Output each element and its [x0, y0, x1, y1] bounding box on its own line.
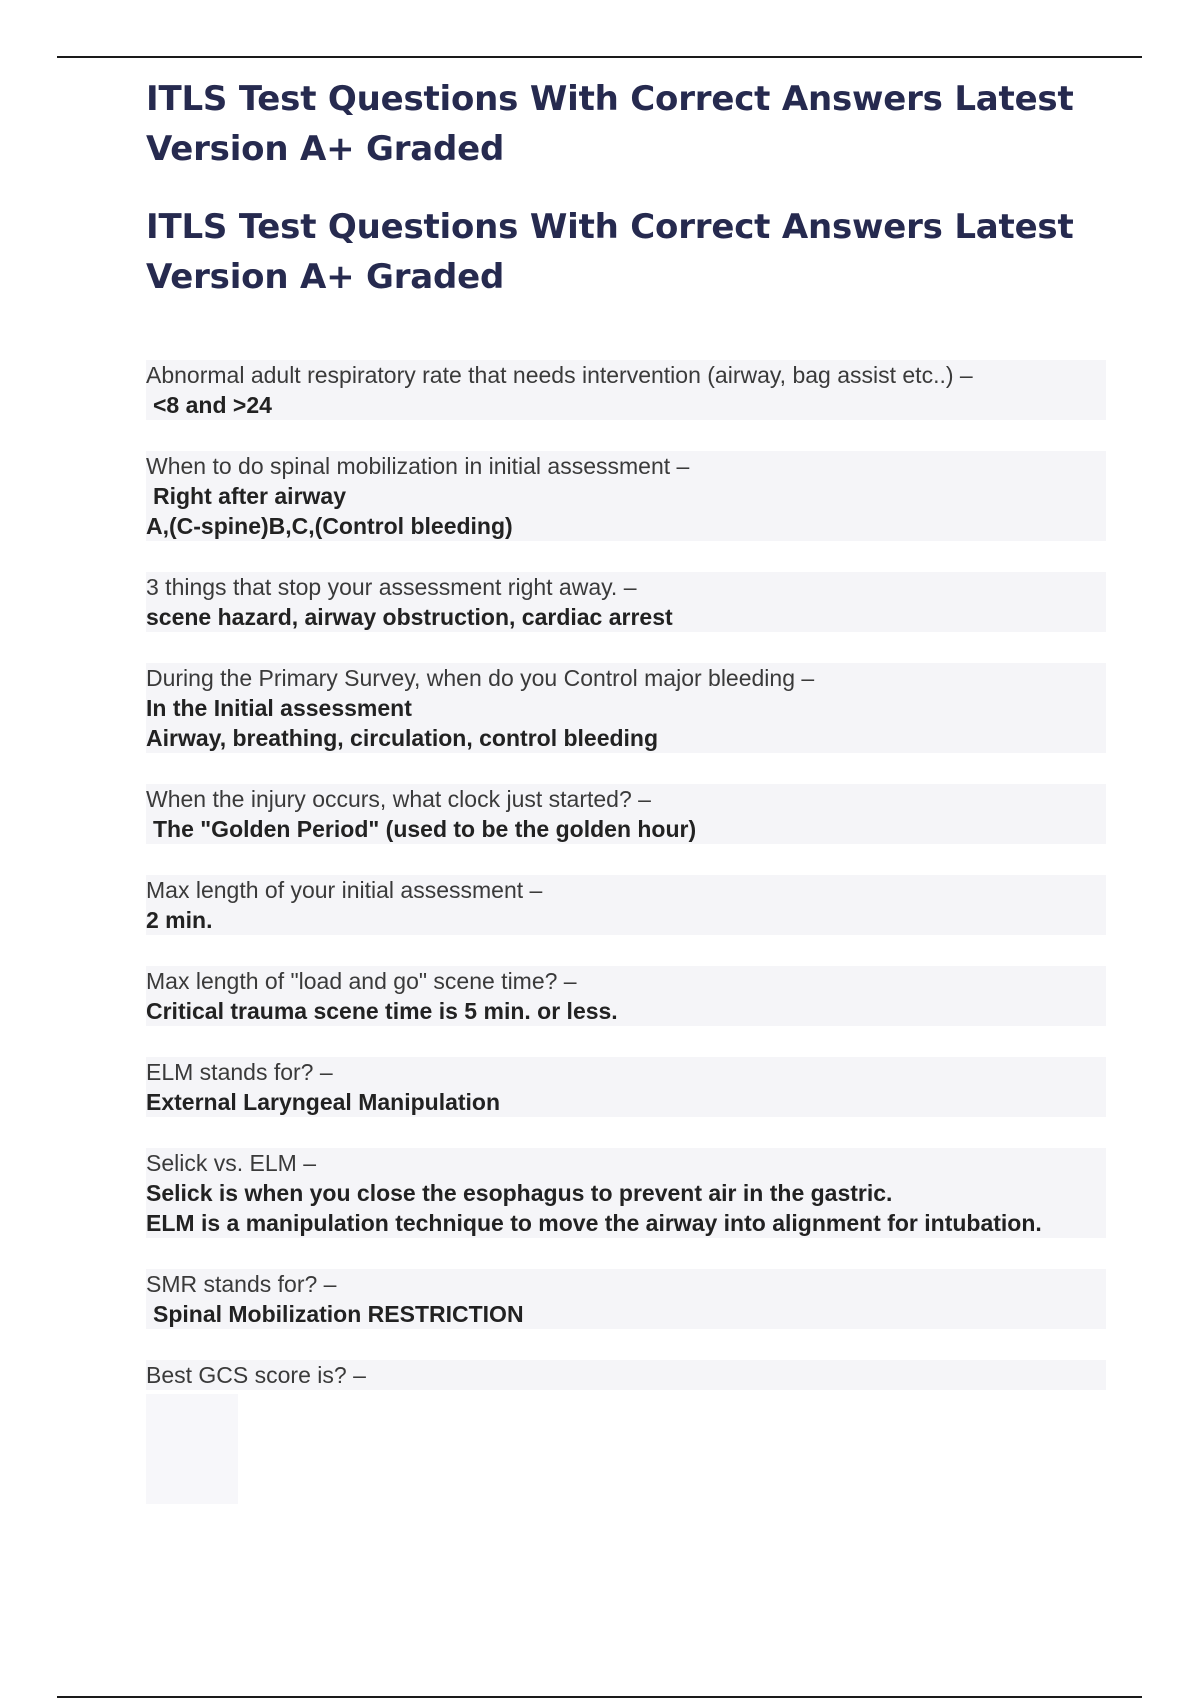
answer-text: Selick is when you close the esophagus to prevent air in the gastric.: [146, 1178, 1106, 1208]
bottom-rule: [57, 1696, 1142, 1698]
answer-text: The "Golden Period" (used to be the golden hour): [146, 814, 1106, 844]
answer-text: Spinal Mobilization RESTRICTION: [146, 1299, 1106, 1329]
question-text: Max length of your initial assessment –: [146, 875, 1106, 905]
answer-text: ELM is a manipulation technique to move the airway into alignment for intubation.: [146, 1208, 1106, 1238]
question-text: When to do spinal mobilization in initial assessment –: [146, 451, 1106, 481]
question-text: Selick vs. ELM –: [146, 1148, 1106, 1178]
document-body: [146, 74, 1106, 1535]
question-text: During the Primary Survey, when do you Control major bleeding –: [146, 663, 1106, 693]
qa-item: [146, 360, 1106, 420]
qa-item: [146, 784, 1106, 844]
answer-text: scene hazard, airway obstruction, cardiac arrest: [146, 602, 1106, 632]
question-text: When the injury occurs, what clock just started? –: [146, 784, 1106, 814]
qa-item: [146, 875, 1106, 935]
qa-item: [146, 663, 1106, 753]
document-title-repeat: ITLS Test Questions With Correct Answers Latest Version A+ Graded: [146, 207, 1074, 297]
qa-item: [146, 451, 1106, 541]
answer-text: Airway, breathing, circulation, control bleeding: [146, 723, 1106, 753]
question-text: ELM stands for? –: [146, 1057, 1106, 1087]
qa-item: [146, 572, 1106, 632]
blurred-answer-placeholder: [146, 1394, 238, 1504]
question-text: Best GCS score is? –: [146, 1360, 1106, 1390]
qa-item: [146, 1148, 1106, 1238]
answer-text: External Laryngeal Manipulation: [146, 1087, 1106, 1117]
answer-text: 2 min.: [146, 905, 1106, 935]
answer-text: Right after airway: [146, 481, 1106, 511]
qa-item: [146, 1269, 1106, 1329]
top-rule: [57, 56, 1142, 58]
answer-text: In the Initial assessment: [146, 693, 1106, 723]
qa-item: [146, 966, 1106, 1026]
question-text: 3 things that stop your assessment right away. –: [146, 572, 1106, 602]
answer-text: Critical trauma scene time is 5 min. or less.: [146, 996, 1106, 1026]
question-text: SMR stands for? –: [146, 1269, 1106, 1299]
answer-text: <8 and >24: [146, 390, 1106, 420]
answer-text: A,(C-spine)B,C,(Control bleeding): [146, 511, 1106, 541]
qa-item: [146, 1057, 1106, 1117]
qa-item: [146, 1360, 1106, 1504]
document-title: ITLS Test Questions With Correct Answers Latest Version A+ Graded: [146, 79, 1074, 169]
qa-list: [146, 360, 1106, 1504]
question-text: Abnormal adult respiratory rate that needs intervention (airway, bag assist etc..) –: [146, 360, 1106, 390]
question-text: Max length of "load and go" scene time? –: [146, 966, 1106, 996]
